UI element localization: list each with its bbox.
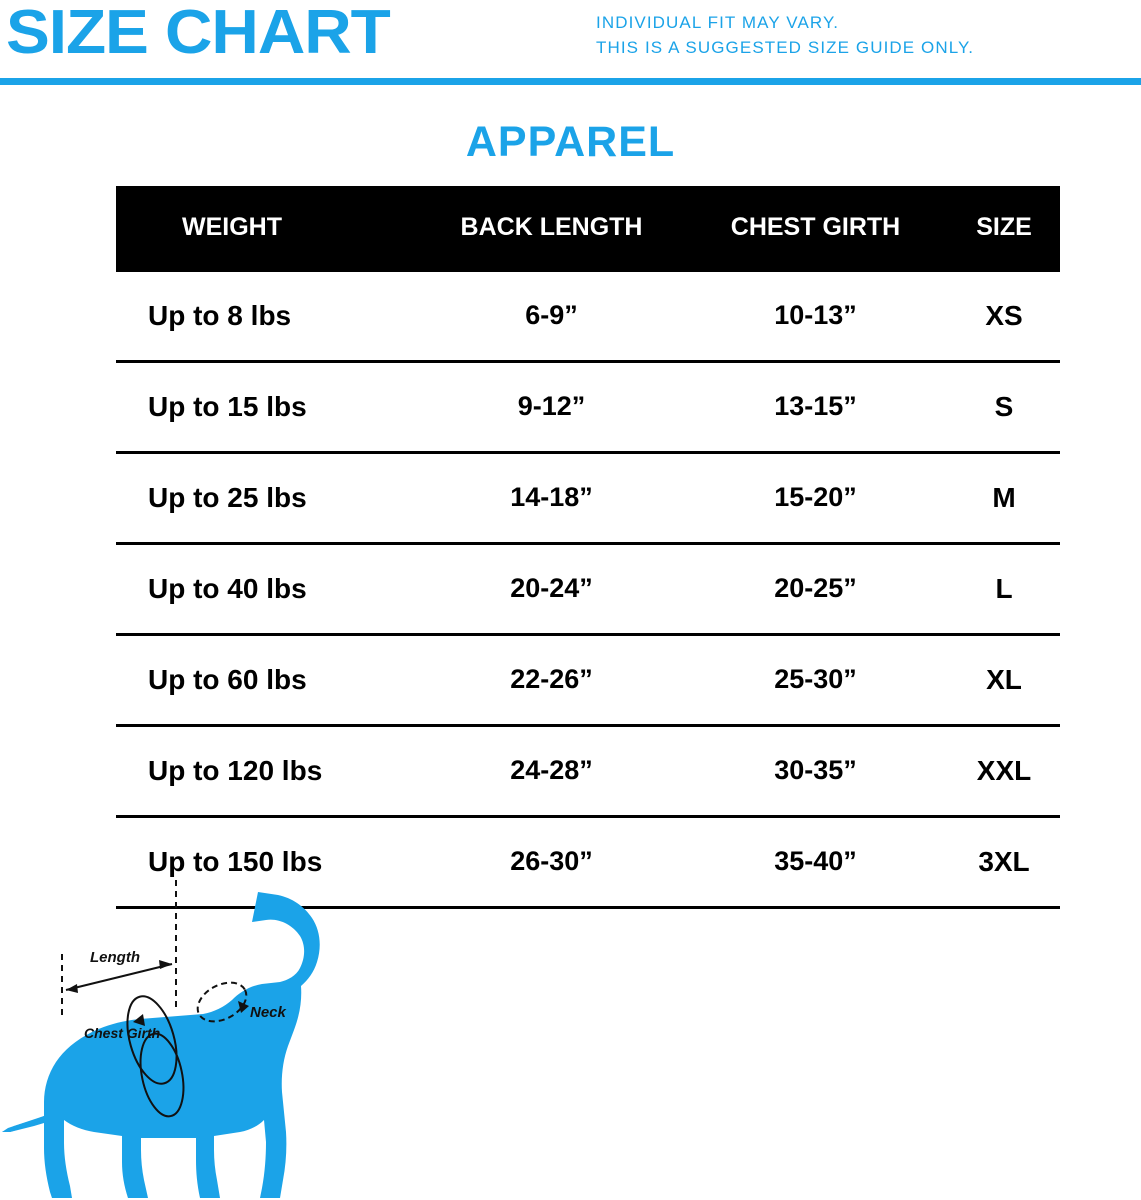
label-chest-girth: Chest Girth xyxy=(84,1025,161,1041)
cell-chest-girth: 35-40” xyxy=(683,816,948,907)
table-row xyxy=(116,634,1060,725)
label-length: Length xyxy=(90,949,140,966)
cell-size: L xyxy=(948,543,1060,634)
column-header-chest-girth: CHEST GIRTH xyxy=(683,186,948,270)
table-header-row xyxy=(116,186,1060,270)
cell-size: XXL xyxy=(948,725,1060,816)
cell-weight: Up to 150 lbs xyxy=(116,816,420,907)
size-table-container xyxy=(116,186,1060,909)
column-header-back-length: BACK LENGTH xyxy=(420,186,683,270)
cell-size: M xyxy=(948,452,1060,543)
cell-back-length: 6-9” xyxy=(420,270,683,361)
page-title: SIZE CHART xyxy=(6,0,390,67)
cell-chest-girth: 30-35” xyxy=(683,725,948,816)
cell-back-length: 24-28” xyxy=(420,725,683,816)
section-title: APPAREL xyxy=(465,118,676,166)
size-table xyxy=(116,186,1060,909)
table-row xyxy=(116,361,1060,452)
page-header xyxy=(0,0,1141,92)
table-row xyxy=(116,725,1060,816)
cell-size: 3XL xyxy=(948,816,1060,907)
cell-back-length: 26-30” xyxy=(420,816,683,907)
cell-back-length: 20-24” xyxy=(420,543,683,634)
table-row xyxy=(116,543,1060,634)
table-row xyxy=(116,270,1060,361)
dog-silhouette xyxy=(2,892,320,1198)
cell-weight: Up to 120 lbs xyxy=(116,725,420,816)
cell-chest-girth: 13-15” xyxy=(683,361,948,452)
cell-weight: Up to 15 lbs xyxy=(116,361,420,452)
cell-weight: Up to 40 lbs xyxy=(116,543,420,634)
header-divider xyxy=(0,78,1141,85)
cell-weight: Up to 60 lbs xyxy=(116,634,420,725)
column-header-size: SIZE xyxy=(948,186,1060,270)
cell-chest-girth: 15-20” xyxy=(683,452,948,543)
cell-weight: Up to 25 lbs xyxy=(116,452,420,543)
cell-back-length: 14-18” xyxy=(420,452,683,543)
cell-size: S xyxy=(948,361,1060,452)
cell-back-length: 22-26” xyxy=(420,634,683,725)
disclaimer-line-2: THIS IS A SUGGESTED SIZE GUIDE ONLY. xyxy=(596,38,975,57)
header-disclaimer xyxy=(596,10,974,60)
cell-chest-girth: 25-30” xyxy=(683,634,948,725)
cell-back-length: 9-12” xyxy=(420,361,683,452)
label-neck: Neck xyxy=(250,1004,286,1021)
cell-size: XS xyxy=(948,270,1060,361)
table-body xyxy=(116,270,1060,907)
measurement-diagram xyxy=(0,880,420,1200)
table-header xyxy=(116,186,1060,270)
cell-size: XL xyxy=(948,634,1060,725)
cell-weight: Up to 8 lbs xyxy=(116,270,420,361)
cell-chest-girth: 10-13” xyxy=(683,270,948,361)
column-header-weight: WEIGHT xyxy=(116,186,420,270)
disclaimer-line-1: INDIVIDUAL FIT MAY VARY. xyxy=(596,13,840,32)
cell-chest-girth: 20-25” xyxy=(683,543,948,634)
table-row xyxy=(116,452,1060,543)
